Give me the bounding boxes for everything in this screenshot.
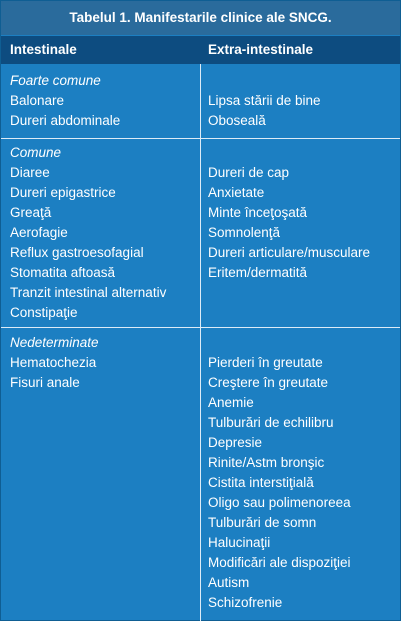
table-header-row: [1, 36, 400, 64]
list-item: Balonare: [10, 93, 65, 108]
table-caption: Tabelul 1. Manifestarile clinice ale SNCG.: [1, 1, 400, 35]
list-item: Greaţă: [10, 205, 52, 220]
list-item: Aerofagie: [10, 225, 68, 240]
list-item: Minte înceţoşată: [208, 205, 308, 220]
intestinal-column: [10, 333, 195, 393]
list-item: Oboseală: [208, 113, 266, 128]
header-extra-intestinal: Extra-intestinale: [208, 42, 314, 57]
list-item: Autism: [208, 575, 250, 590]
spacer-row: [208, 71, 396, 91]
list-item: Lipsa stării de bine: [208, 93, 321, 108]
list-item: Tranzit intestinal alternativ: [10, 285, 167, 300]
list-item: Rinite/Astm bronşic: [208, 455, 325, 470]
list-item: Hematochezia: [10, 355, 97, 370]
extra-intestinal-column: [208, 143, 396, 283]
list-item: Reflux gastroesofagial: [10, 245, 144, 260]
header-intestinal: Intestinale: [10, 42, 77, 57]
list-item: Cistita interstiţială: [208, 475, 314, 490]
extra-intestinal-column: [208, 333, 396, 613]
list-item: Modificări ale dispoziţiei: [208, 555, 351, 570]
list-item: Creştere în greutate: [208, 375, 329, 390]
category-label: Comune: [10, 145, 62, 160]
list-item: Oligo sau polimenoreea: [208, 495, 351, 510]
list-item: Constipaţie: [10, 305, 78, 320]
extra-intestinal-column: [208, 71, 396, 131]
list-item: Somnolenţă: [208, 225, 281, 240]
list-item: Tulburări de echilibru: [208, 415, 334, 430]
list-item: Dureri epigastrice: [10, 185, 116, 200]
category-label: Foarte comune: [10, 73, 101, 88]
column-divider: [200, 64, 201, 621]
list-item: Fisuri anale: [10, 375, 80, 390]
list-item: Halucinaţii: [208, 535, 271, 550]
list-item: Stomatita aftoasă: [10, 265, 116, 280]
spacer-row: [208, 333, 396, 353]
list-item: Dureri articulare/musculare: [208, 245, 371, 260]
spacer-row: [208, 143, 396, 163]
intestinal-column: [10, 143, 195, 323]
list-item: Depresie: [208, 435, 263, 450]
category-label: Nedeterminate: [10, 335, 99, 350]
intestinal-column: [10, 71, 195, 131]
list-item: Tulburări de somn: [208, 515, 317, 530]
list-item: Dureri de cap: [208, 165, 290, 180]
list-item: Diaree: [10, 165, 50, 180]
list-item: Dureri abdominale: [10, 113, 121, 128]
list-item: Eritem/dermatită: [208, 265, 308, 280]
list-item: Anemie: [208, 395, 254, 410]
list-item: Pierderi în greutate: [208, 355, 323, 370]
list-item: Schizofrenie: [208, 595, 283, 610]
list-item: Anxietate: [208, 185, 265, 200]
